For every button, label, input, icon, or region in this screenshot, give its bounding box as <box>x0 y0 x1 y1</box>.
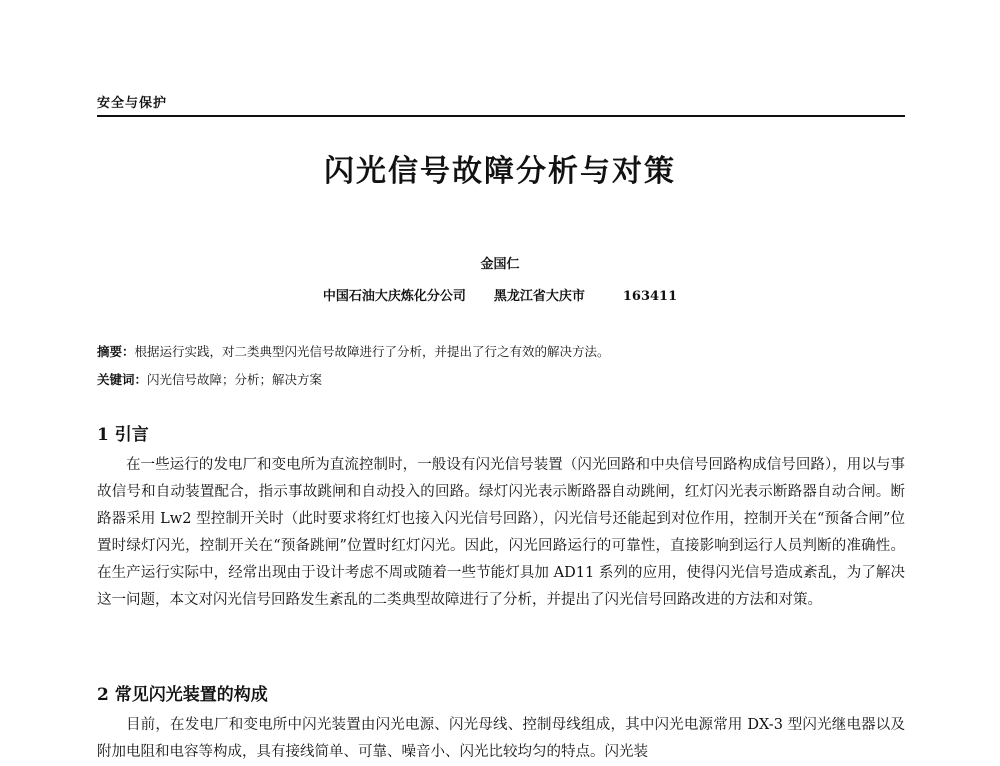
affiliation <box>0 285 1000 304</box>
keywords-label: 关键词： <box>97 372 148 387</box>
abstract-text: 根据运行实践，对二类典型闪光信号故障进行了分析，并提出了行之有效的解决方法。 <box>134 344 610 359</box>
author-name: 金国仁 <box>480 257 520 272</box>
section-paragraph-flash-device: 目前，在发电厂和变电所中闪光装置由闪光电源、闪光母线、控制母线组成，其中闪光电源常用 DX-3 型闪光继电器以及附加电阻和电容等构成，具有接线简单、可靠、噪音小、闪光比较均匀的特点。闪光装 <box>97 717 905 760</box>
section-heading-flash-device: 2 常见闪光装置的构成 <box>97 685 268 705</box>
article-title: 闪光信号故障分析与对策 <box>324 154 676 189</box>
section-paragraph-introduction: 在一些运行的发电厂和变电所为直流控制时，一般设有闪光信号装置（闪光回路和中央信号回路构成信号回路），用以与事故信号和自动装置配合，指示事故跳闸和自动投入的回路。绿灯闪光表示断路器自动跳闸，红灯闪光表示断路器自动合闸。断路器采用 Lw2 型控制开关时（此时要求将红灯也接入闪光信号回路），闪光信号还能起到对位作用，控制开关在“预备合闸”位置时绿灯闪光，控制开关在“预备跳闸”位置时红灯闪光。因此，闪光回路运行的可靠性，直接影响到运行人员判断的准确性。在生产运行实际中，经常出现由于设计考虑不周或随着一些节能灯具加 AD11 系列的应用，使得闪光信号造成紊乱，为了解决这一问题，本文对闪光信号回路发生紊乱的二类典型故障进行了分析，并提出了闪光信号回路改进的方法和对策。 <box>97 457 905 608</box>
keywords <box>97 370 322 388</box>
abstract <box>97 342 610 360</box>
header-divider <box>97 115 905 117</box>
affiliation-location: 黑龙江省大庆市 <box>493 289 585 304</box>
journal-section-label: 安全与保护 <box>97 96 168 111</box>
section-heading-introduction: 1 引言 <box>97 425 149 445</box>
affiliation-organization: 中国石油大庆炼化分公司 <box>322 289 466 304</box>
keywords-text: 闪光信号故障；分析；解决方案 <box>147 372 323 387</box>
abstract-label: 摘要： <box>97 344 135 359</box>
affiliation-postcode: 163411 <box>622 289 678 304</box>
